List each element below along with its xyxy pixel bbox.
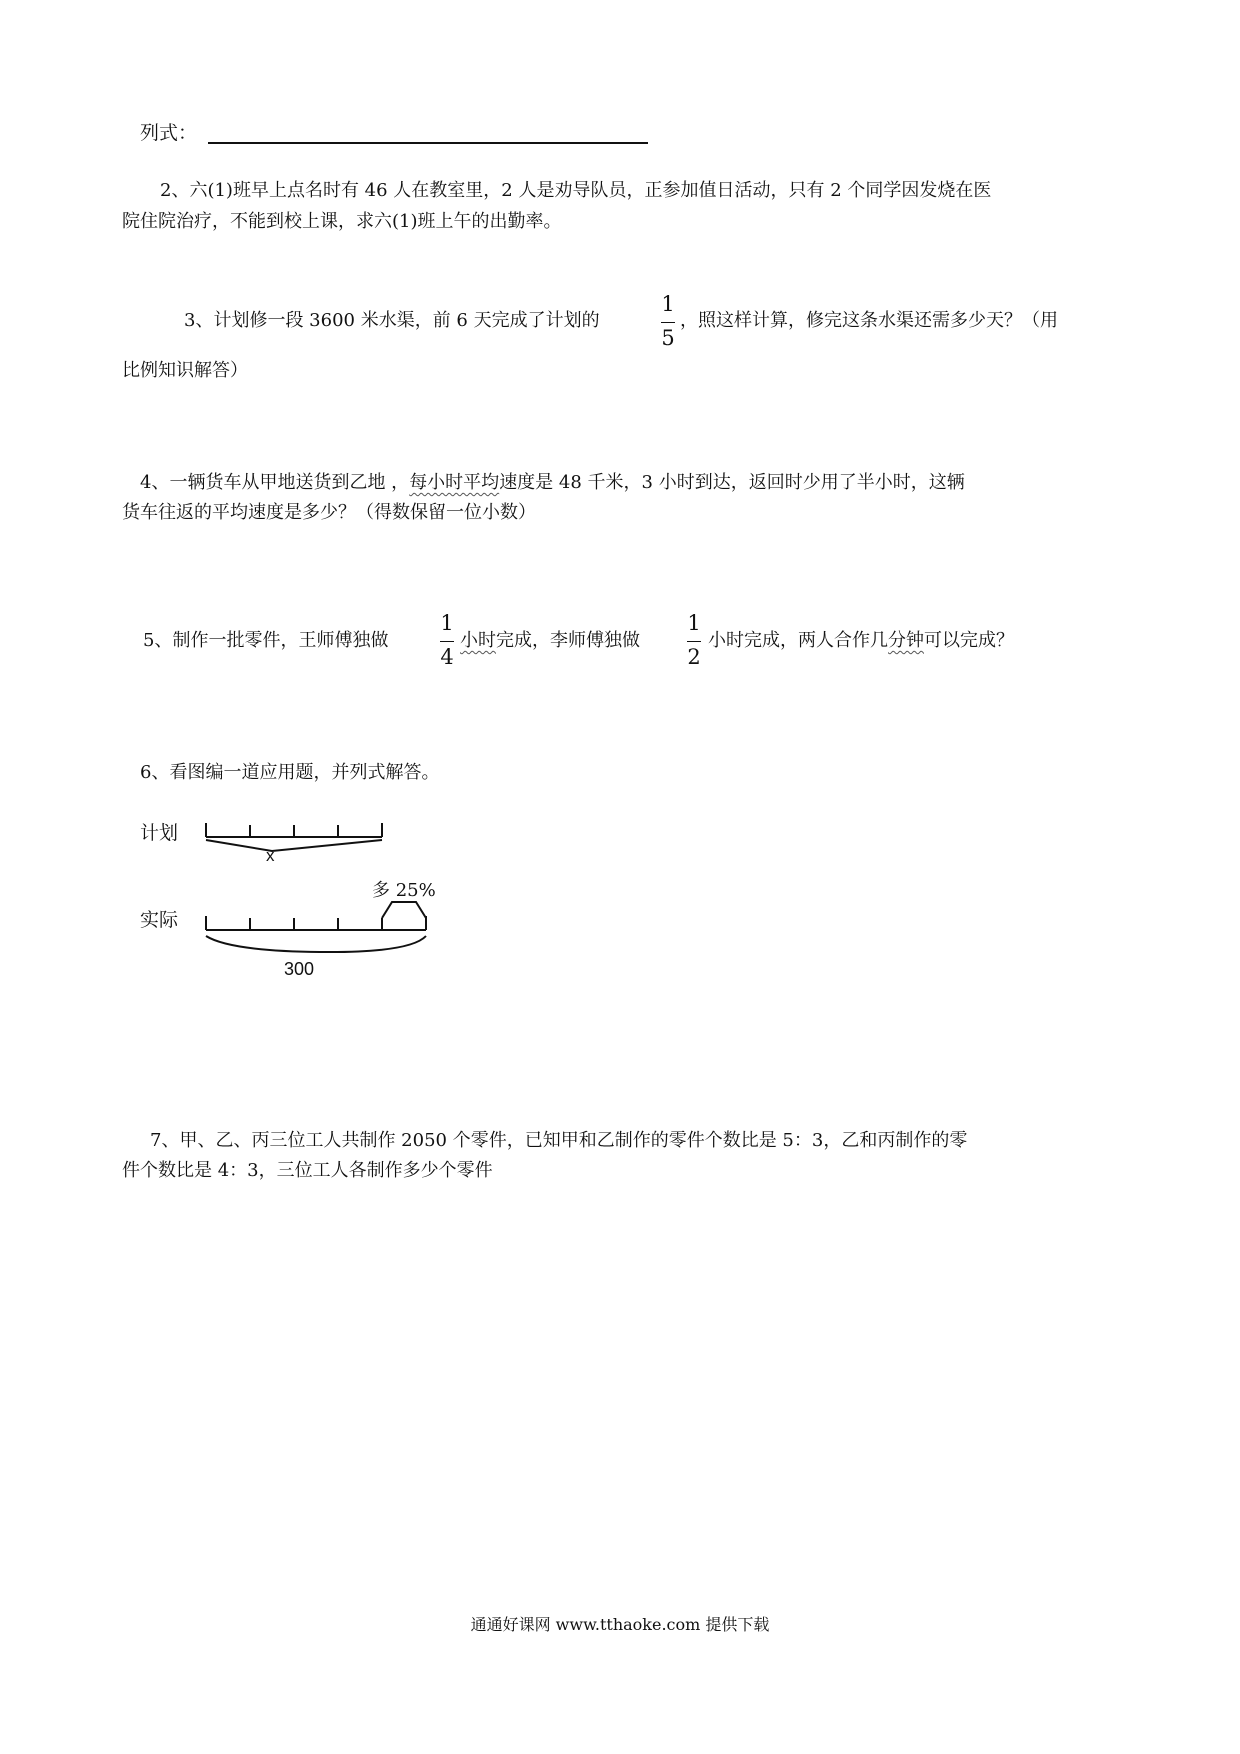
q4-line2: 货车往返的平均速度是多少？（得数保留一位小数）: [122, 502, 536, 523]
q4-wavy-text: 每小时平均: [409, 472, 500, 493]
actual-segment: [206, 902, 426, 952]
q3-fraction-denominator: 5: [661, 326, 675, 350]
plan-variable-x: x: [266, 846, 275, 865]
q5-fraction2-numerator: 1: [687, 611, 701, 635]
q5-fraction1-denominator: 4: [440, 645, 454, 669]
q5-part3: 小时完成，两人合作几: [708, 630, 888, 651]
q5-wavy-hours: 小时: [460, 630, 496, 651]
q4-pre: 4、一辆货车从甲地送货到乙地 ，: [140, 472, 410, 493]
q4-post: 速度是 48 千米，3 小时到达，返回时少用了半小时，这辆: [499, 472, 965, 493]
plan-segment: [206, 823, 382, 851]
q3-line2: 比例知识解答）: [122, 360, 248, 381]
q2-line2: 院住院治疗，不能到校上课，求六(1)班上午的出勤率。: [122, 211, 562, 232]
total-300-label: 300: [284, 959, 315, 979]
q3-part2: ，照这样计算，修完这条水渠还需多少天？（用: [680, 310, 1058, 331]
q5-wavy-minutes: 分钟: [888, 630, 924, 651]
formula-label: 列式：: [140, 122, 198, 144]
more-25-percent-label: 多 25%: [372, 880, 436, 901]
q5-part4: 可以完成？: [924, 630, 1014, 651]
footer-text: 通通好课网 www.tthaoke.com 提供下载: [470, 1615, 770, 1634]
q3-fraction-numerator: 1: [661, 292, 675, 316]
q5-fraction2-denominator: 2: [687, 645, 701, 669]
plan-label: 计划: [140, 822, 179, 844]
q7-line1: 7、甲、乙、丙三位工人共制作 2050 个零件，已知甲和乙制作的零件个数比是 5：3，乙和丙制作的零: [150, 1130, 968, 1151]
q5-fraction1-numerator: 1: [440, 611, 454, 635]
actual-label: 实际: [140, 909, 179, 931]
q5-part2: 完成，李师傅独做: [496, 630, 640, 651]
q6-text: 6、看图编一道应用题，并列式解答。: [140, 762, 440, 783]
q7-line2: 件个数比是 4：3，三位工人各制作多少个零件: [122, 1160, 493, 1181]
q2-line1: 2、六(1)班早上点名时有 46 人在教室里，2 人是劝导队员，正参加值日活动，只有 2 个同学因发烧在医: [160, 180, 992, 201]
q5-part1: 5、制作一批零件，王师傅独做: [143, 630, 389, 651]
q3-part1: 3、计划修一段 3600 米水渠，前 6 天完成了计划的: [184, 310, 600, 331]
